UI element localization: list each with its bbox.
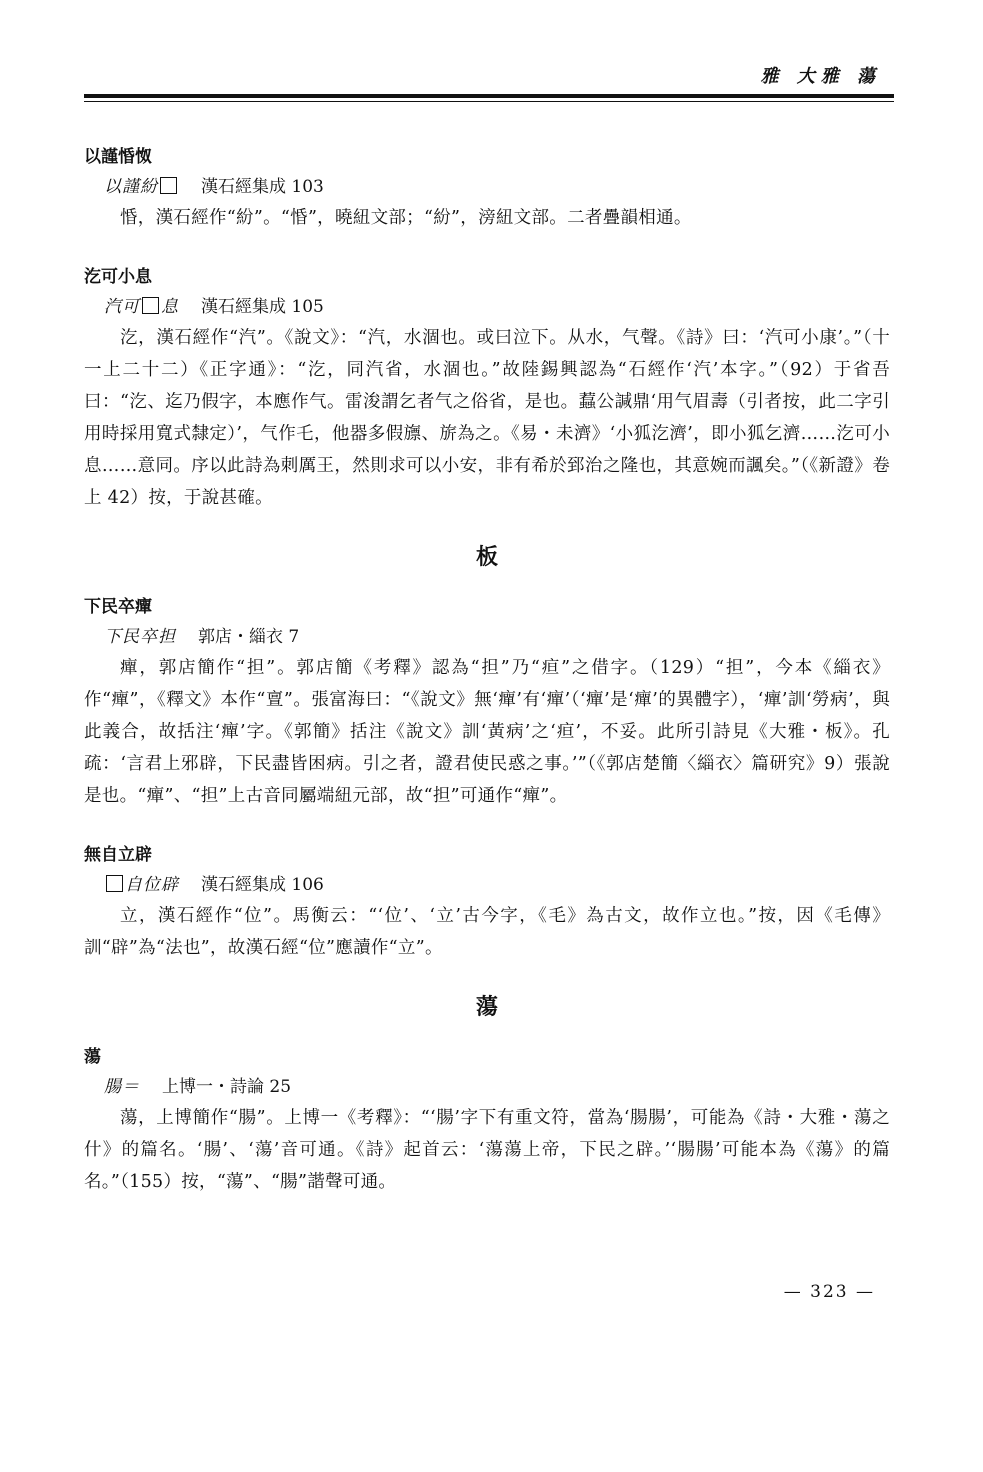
source-quote: 下民卒担 [104,627,176,647]
entry-source [84,1072,890,1102]
entry-source [84,292,890,322]
source-reference: 漢石經集成 105 [201,297,324,317]
entry [84,262,890,514]
entry-source [84,622,890,652]
main-content [84,142,890,1198]
entry-heading: 以謹惛怓 [84,147,152,167]
entry-heading: 汔可小息 [84,267,152,287]
source-quote: 腸＝ [104,1077,140,1097]
section-title: 板 [475,545,498,570]
entry-body: 癉，郭店簡作“担”。郭店簡《考釋》認為“担”乃“疸”之借字。（129）“担”，今本《緇衣》作“癉”，《釋文》本作“亶”。張富海曰：“《說文》無‘癉’有‘癉’（‘癉’是‘癉’的異體字），‘癉’訓‘勞病’，與此義合，故括注‘癉’字。《郭簡》括注《說文》訓‘黃病’之‘疸’，不妥。此所引詩見《大雅・板》。孔疏：‘言君上邪辟，下民盡皆困病。引之者，證君使民惑之事。’”（《郭店楚簡〈緇衣〉篇研究》9）張說是也。“癉”、“担”上古音同屬端紐元部，故“担”可通作“癉”。 [84,658,890,806]
entry-body: 蕩，上博簡作“腸”。上博一《考釋》：“‘腸’字下有重文符，當為‘腸腸’，可能為《詩・大雅・蕩之什》的篇名。‘腸’、‘蕩’音可通。《詩》起首云：‘蕩蕩上帝，下民之辟。’‘腸腸’可能本為《蕩》的篇名。”（155）按，“蕩”、“腸”諧聲可通。 [84,1108,890,1192]
entry-heading: 無自立辟 [84,845,152,865]
source-reference: 漢石經集成 103 [201,177,324,197]
section-title: 蕩 [475,995,498,1020]
source-quote: 自位辟 [125,875,179,895]
entry-body: 立，漢石經作“位”。馬衡云：“‘位’、‘立’古今字，《毛》為古文，故作立也。”按，因《毛傳》訓“辟”為“法也”，故漢石經“位”應讀作“立”。 [84,906,890,958]
entry [84,840,890,964]
header-rule-thick [84,94,894,98]
entry [84,142,890,234]
entry [84,1042,890,1198]
entry [84,592,890,812]
page-number: — 323 — [783,1282,875,1302]
missing-character-box [160,177,177,194]
entry-source [84,172,890,202]
source-quote-tail: 息 [161,297,179,317]
entry-body: 汔，漢石經作“汽”。《說文》：“汽，水涸也。或曰泣下。从水，气聲。《詩》曰：‘汽可小康’。”（十一上二十二）《正字通》：“汔，同汽省，水涸也。”故陸錫興認為“石經作‘汽’本字。”（92）于省吾曰：“汔、迄乃假字，本應作气。雷浚謂乞者气之俗省，是也。蠚公諴鼎‘用气眉壽（引者按，此二字引用時採用寬式隸定）’，气作乇，他器多假旚、旂為之。《易・未濟》‘小狐汔濟’，即小狐乞濟……汔可小息……意同。序以此詩為刺厲王，然則求可以小安，非有希於郅治之隆也，其意婉而諷矣。”（《新證》卷上 42）按，于說甚確。 [84,328,890,508]
missing-character-box [142,297,159,314]
entry-body: 惛，漢石經作“紛”。“惛”，曉紐文部；“紛”，滂紐文部。二者疊韻相通。 [120,208,692,228]
source-reference: 郭店・緇衣 7 [198,627,300,647]
source-quote: 汽可 [104,297,140,317]
source-reference: 漢石經集成 106 [201,875,324,895]
entry-source [84,870,890,900]
entry-heading: 蕩 [84,1047,101,1067]
source-quote: 以謹紛 [104,177,158,197]
source-reference: 上博一・詩論 25 [162,1077,292,1097]
running-header: 雅 大雅 蕩 [760,66,881,87]
header-rule-thin [84,101,894,102]
entry-heading: 下民卒癉 [84,597,152,617]
missing-character-box [106,875,123,892]
